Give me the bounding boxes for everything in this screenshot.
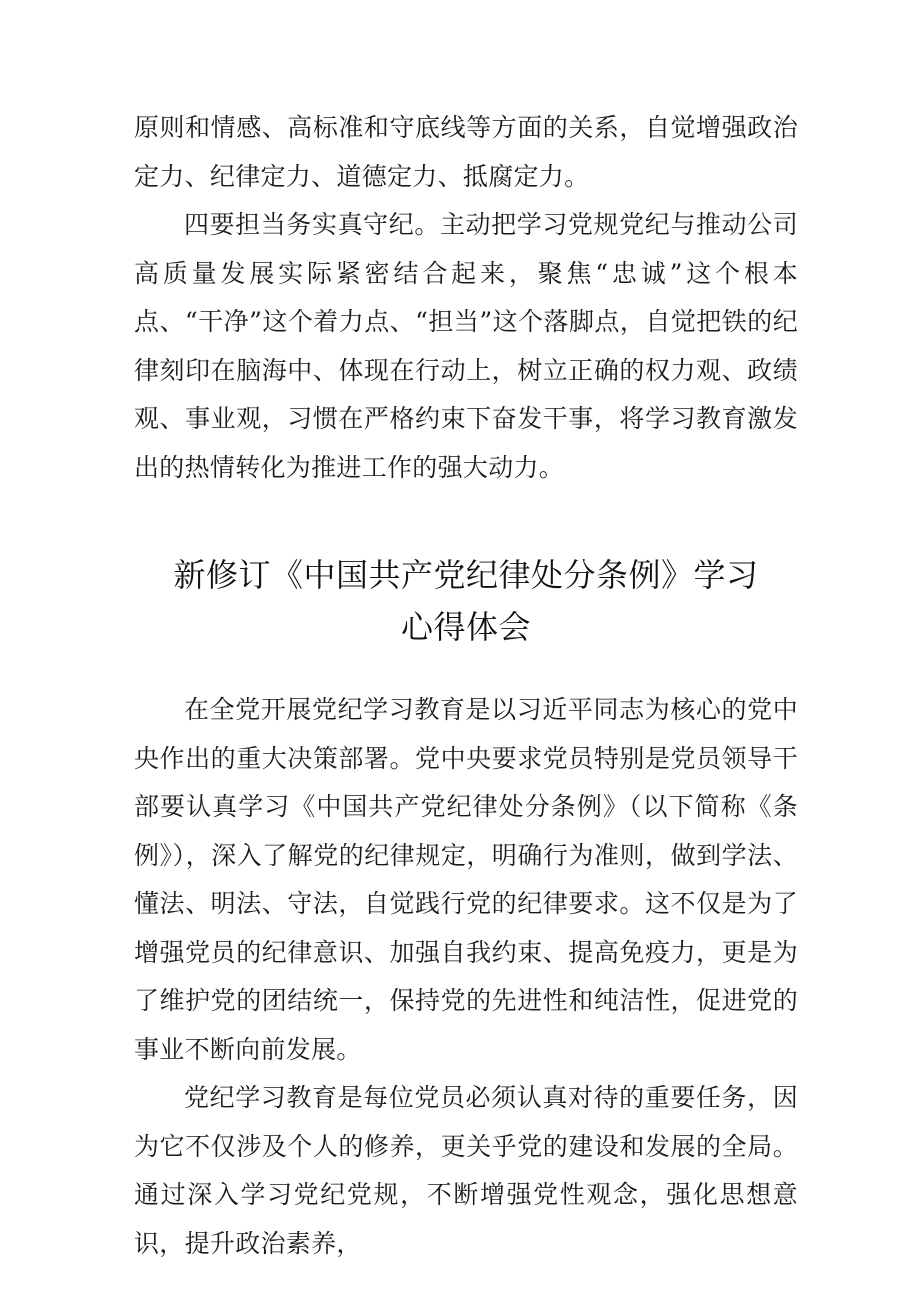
paragraph-four-requirements: 四要担当务实真守纪。主动把学习党规党纪与推动公司高质量发展实际紧密结合起来，聚焦“忠诚”这个根本点、“干净”这个着力点、“担当”这个落脚点，自觉把铁的纪律刻印在脑海中、体现在行动上，树立正确的权力观、政绩观、事业观，习惯在严格约束下奋发干事，将学习教育激发出的热情转化为推进工作的强大动力。 bbox=[134, 210, 798, 482]
continued-section bbox=[134, 104, 798, 492]
article-title bbox=[134, 549, 798, 653]
paragraph-education: 党纪学习教育是每位党员必须认真对待的重要任务，因为它不仅涉及个人的修养，更关乎党的建设和发展的全局。通过深入学习党纪党规，不断增强党性观念，强化思想意识，提升政治素养， bbox=[134, 1083, 798, 1258]
article-title-line-2: 心得体会 bbox=[400, 608, 531, 646]
paragraph-continued: 原则和情感、高标准和守底线等方面的关系，自觉增强政治定力、纪律定力、道德定力、抵腐定力。 bbox=[134, 113, 798, 191]
article-title-line-1: 新修订《中国共产党纪律处分条例》学习 bbox=[173, 556, 759, 594]
article-body bbox=[134, 686, 798, 1268]
paragraph-intro: 在全党开展党纪学习教育是以习近平同志为核心的党中央作出的重大决策部署。党中央要求党员特别是党员领导干部要认真学习《中国共产党纪律处分条例》（以下简称《条例》），深入了解党的纪律规定，明确行为准则，做到学法、懂法、明法、守法，自觉践行党的纪律要求。这不仅是为了增强党员的纪律意识、加强自我约束、提高免疫力，更是为了维护党的团结统一，保持党的先进性和纯洁性，促进党的事业不断向前发展。 bbox=[134, 695, 798, 1064]
